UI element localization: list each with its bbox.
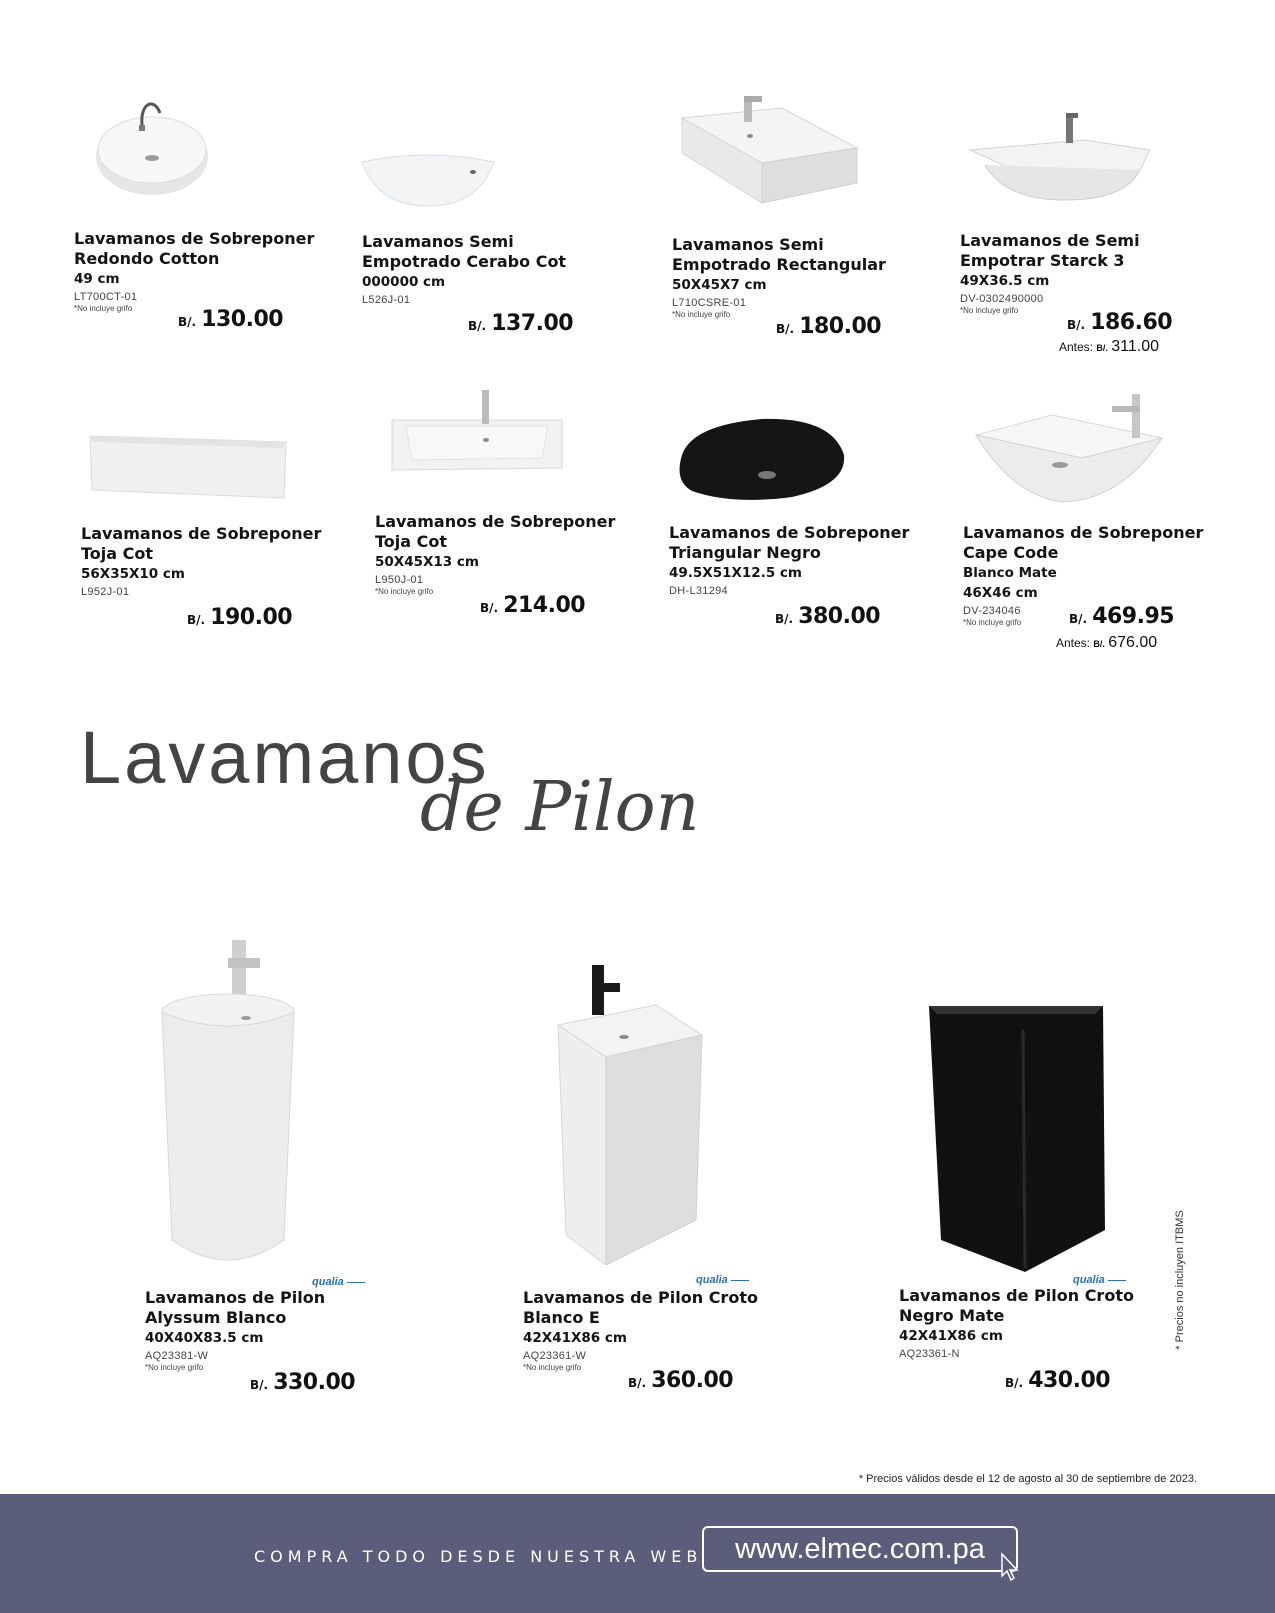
product-color: Blanco Mate <box>963 565 1057 581</box>
price-amount: 214.00 <box>503 593 586 618</box>
currency-label: B/. <box>480 601 499 615</box>
product-sku: DV-234046 <box>963 605 1021 617</box>
antes-price: 676.00 <box>1108 634 1158 651</box>
price-amount: 137.00 <box>491 311 574 336</box>
cursor-icon <box>1000 1552 1020 1582</box>
product-name: Lavamanos Semi Empotrado Cerabo Cot <box>362 232 567 271</box>
product-note: *No incluye grifo <box>375 587 434 596</box>
product-dimensions: 49 cm <box>74 271 120 287</box>
product-note: *No incluye grifo <box>523 1363 582 1372</box>
product-name: Lavamanos Semi Empotrado Rectangular <box>672 235 886 274</box>
product-note: *No incluye grifo <box>74 304 133 313</box>
product-price <box>1005 1368 1110 1393</box>
product-dimensions: 50X45X13 cm <box>375 554 479 570</box>
oval-basin-image <box>358 150 498 210</box>
product-price <box>187 605 292 630</box>
currency-label: B/. <box>468 319 487 333</box>
price-amount: 180.00 <box>799 314 882 339</box>
currency-label: B/. <box>187 613 206 627</box>
product-name: Lavamanos de Pilon Alyssum Blanco <box>145 1288 326 1327</box>
currency-label: B/. <box>628 1376 647 1390</box>
square-pedestal-black-image <box>925 1000 1110 1275</box>
currency-label: B/. <box>250 1378 269 1392</box>
qualia-logo <box>1073 1274 1126 1286</box>
square-pedestal-white-image <box>556 965 706 1265</box>
currency-label: B/. <box>178 315 197 329</box>
website-link[interactable]: www.elmec.com.pa <box>702 1526 1018 1572</box>
product-info <box>669 523 914 598</box>
product-dimensions: 42X41X86 cm <box>899 1328 1003 1344</box>
currency-label: B/. <box>776 322 795 336</box>
product-note: *No incluye grifo <box>672 310 731 319</box>
product-info <box>145 1288 390 1373</box>
black-triangular-basin-image <box>672 415 852 505</box>
product-dimensions: 40X40X83.5 cm <box>145 1330 264 1346</box>
product-dimensions: 42X41X86 cm <box>523 1330 627 1346</box>
product-sku: AQ23361-N <box>899 1348 960 1360</box>
product-name: Lavamanos de Sobreponer Redondo Cotton <box>74 229 315 268</box>
product-info <box>81 524 326 599</box>
brand-name: qualia <box>696 1274 728 1286</box>
currency-label: B/. <box>775 612 794 626</box>
currency-label: B/. <box>1067 318 1086 332</box>
product-dimensions: 46X46 cm <box>963 585 1038 601</box>
price-amount: 330.00 <box>273 1370 356 1395</box>
product-name: Lavamanos de Sobreponer Triangular Negro <box>669 523 910 562</box>
product-dimensions: 000000 cm <box>362 274 446 290</box>
price-amount: 430.00 <box>1028 1368 1111 1393</box>
product-price <box>1069 604 1174 629</box>
section-title: Lavamanos <box>80 716 490 799</box>
previous-price <box>1056 634 1157 652</box>
product-price <box>468 311 573 336</box>
price-amount: 360.00 <box>651 1368 734 1393</box>
brand-name: qualia <box>312 1276 344 1288</box>
round-pedestal-image <box>158 940 298 1280</box>
product-info <box>960 231 1205 316</box>
round-basin-image <box>94 95 214 200</box>
price-amount: 190.00 <box>210 605 293 630</box>
product-name: Lavamanos de Sobreponer Cape Code <box>963 523 1204 562</box>
previous-price <box>1059 338 1159 356</box>
product-price <box>480 593 585 618</box>
product-dimensions: 50X45X7 cm <box>672 277 767 293</box>
product-sku: L710CSRE-01 <box>672 297 747 309</box>
antes-currency: B/. <box>1093 639 1105 649</box>
product-name: Lavamanos de Sobreponer Toja Cot <box>375 512 616 551</box>
product-dimensions: 49X36.5 cm <box>960 273 1050 289</box>
product-sku: L526J-01 <box>362 294 411 306</box>
product-note: *No incluye grifo <box>145 1363 204 1372</box>
product-note: *No incluye grifo <box>963 618 1022 627</box>
rectangular-basin-image <box>386 388 571 488</box>
qualia-logo <box>696 1274 749 1286</box>
price-amount: 130.00 <box>201 307 284 332</box>
product-name: Lavamanos de Sobreponer Toja Cot <box>81 524 322 563</box>
itbms-note: * Precios no incluyen ITBMS <box>1174 1210 1186 1350</box>
validity-note: * Precios válidos desde el 12 de agosto al 30 de septiembre de 2023. <box>858 1473 1197 1485</box>
currency-label: B/. <box>1005 1376 1024 1390</box>
product-info <box>523 1288 768 1373</box>
product-sku: L950J-01 <box>375 574 424 586</box>
antes-label: Antes: <box>1059 340 1094 354</box>
product-info <box>74 229 319 314</box>
currency-label: B/. <box>1069 612 1088 626</box>
product-info <box>899 1286 1144 1361</box>
price-amount: 469.95 <box>1092 604 1175 629</box>
product-sku: LT700CT-01 <box>74 291 138 303</box>
antes-currency: B/. <box>1096 343 1108 353</box>
footer-cta: COMPRA TODO DESDE NUESTRA WEB <box>254 1547 703 1566</box>
section-subtitle: de Pilon <box>420 768 700 847</box>
semi-recessed-basin-image <box>965 105 1155 205</box>
rectangular-basin-image <box>672 88 862 218</box>
product-name: Lavamanos de Semi Empotrar Starck 3 <box>960 231 1140 270</box>
product-price <box>776 314 881 339</box>
product-sku: AQ23381-W <box>145 1350 209 1362</box>
slim-rectangular-basin-image <box>86 428 291 503</box>
product-sku: AQ23361-W <box>523 1350 587 1362</box>
product-sku: DV-0302490000 <box>960 293 1044 305</box>
square-basin-image <box>972 390 1172 510</box>
product-price <box>178 307 283 332</box>
qualia-logo <box>312 1276 365 1288</box>
product-name: Lavamanos de Pilon Croto Blanco E <box>523 1288 758 1327</box>
product-price <box>250 1370 355 1395</box>
product-sku: DH-L31294 <box>669 585 728 597</box>
product-price <box>1067 310 1172 335</box>
product-sku: L952J-01 <box>81 586 130 598</box>
product-dimensions: 49.5X51X12.5 cm <box>669 565 802 581</box>
product-info <box>362 232 607 307</box>
product-info <box>672 235 917 320</box>
product-note: *No incluye grifo <box>960 306 1019 315</box>
antes-label: Antes: <box>1056 636 1091 650</box>
product-info <box>375 512 620 597</box>
product-price <box>628 1368 733 1393</box>
product-name: Lavamanos de Pilon Croto Negro Mate <box>899 1286 1134 1325</box>
price-amount: 186.60 <box>1090 310 1173 335</box>
brand-name: qualia <box>1073 1274 1105 1286</box>
footer-banner <box>0 1494 1275 1613</box>
product-price <box>775 604 880 629</box>
product-dimensions: 56X35X10 cm <box>81 566 185 582</box>
price-amount: 380.00 <box>798 604 881 629</box>
antes-price: 311.00 <box>1111 338 1159 355</box>
